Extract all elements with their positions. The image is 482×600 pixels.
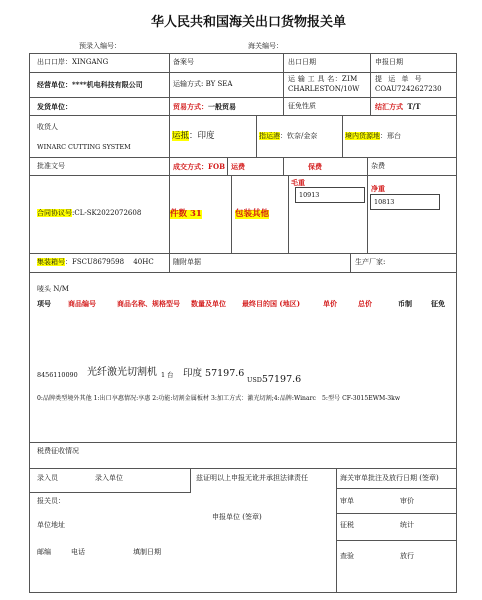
- approval-number: 批准文号: [37, 162, 65, 170]
- col-unit-price: 单价: [323, 299, 337, 308]
- domestic-source: [345, 133, 401, 140]
- item-destination: 印度 57197.6: [183, 368, 245, 379]
- item-total-currency: USD: [247, 376, 262, 384]
- settlement-label: 结汇方式: [375, 102, 403, 111]
- net-weight-value: 10813: [374, 198, 395, 206]
- destination-port-label: 指运港: [259, 132, 280, 140]
- contract-number: [37, 210, 141, 217]
- review: 审单: [340, 497, 354, 505]
- col-destination: 最终目的国 (地区): [242, 299, 301, 308]
- destination-port: [259, 133, 317, 140]
- consignee-name: WINARC CUTTING SYSTEM: [37, 143, 131, 151]
- export-date: 出口日期: [288, 58, 316, 66]
- inspection: 查验: [340, 552, 354, 560]
- item-hs-code: 8456110090: [37, 371, 78, 379]
- gross-weight-value: 10913: [299, 191, 320, 199]
- package-count: 件数 31: [170, 209, 202, 219]
- vessel-name: CHARLESTON/10W: [288, 85, 360, 93]
- settlement-value: T/T: [407, 102, 421, 111]
- form-title: 华人民共和国海关出口货物报关单: [151, 15, 347, 30]
- declaration-statement: 兹证明以上申报无讹并承担法律责任: [196, 474, 308, 482]
- shipping-marks: 唛头 N/M: [37, 285, 69, 293]
- bill-of-lading-label: 提 运 单 号: [375, 75, 424, 83]
- vessel-label: 运 输 工 具 名：ZIM: [288, 75, 358, 83]
- tax-levy: 征税: [340, 521, 354, 529]
- tax-status: 税费征收情况: [37, 447, 79, 455]
- domestic-source-value: ：邢台: [380, 132, 401, 140]
- deal-mode: 成交方式：FOB: [173, 162, 225, 171]
- insurance: 保费: [308, 162, 322, 171]
- entry-unit: 录入单位: [95, 474, 123, 482]
- declaring-unit-seal: 申报单位 (签章): [212, 513, 262, 521]
- price-review: 审价: [400, 497, 414, 505]
- declare-date: 申报日期: [375, 58, 403, 66]
- destination-country: [172, 132, 215, 141]
- container-value: ：FSCU8679598 40HC: [65, 258, 154, 266]
- item-name: 光纤激光切割机: [87, 367, 157, 378]
- manufacturer: 生产厂家:: [355, 258, 386, 266]
- customs-number-label: 海关编号：: [248, 42, 283, 50]
- container-label: 集装箱号: [37, 258, 65, 266]
- col-total-price: 总价: [358, 299, 372, 308]
- col-quantity-unit: 数量及单位: [191, 299, 226, 308]
- gross-weight-label: 毛重: [291, 178, 305, 187]
- container-number: [37, 259, 154, 266]
- item-total-value: 57197.6: [261, 374, 302, 385]
- phone: 电话: [71, 548, 85, 556]
- col-exemption: 征免: [431, 299, 445, 308]
- item-quantity: 1 台: [161, 371, 174, 379]
- consignee-label: 收货人: [37, 123, 58, 131]
- domestic-source-label: 境内货源地: [345, 132, 380, 140]
- item-total-price: [247, 369, 301, 385]
- filing-number: 备案号: [173, 58, 194, 66]
- consignor-unit: 发货单位：: [37, 102, 72, 111]
- bill-of-lading-number: COAU7242627230: [375, 85, 442, 93]
- release: 放行: [400, 552, 414, 560]
- fill-date: 填制日期: [133, 548, 161, 556]
- exit-port: 出口口岸：XINGANG: [37, 58, 109, 66]
- trade-mode-label: 贸易方式：: [173, 102, 208, 111]
- settlement-mode: [375, 103, 420, 111]
- transport-mode: 运输方式: BY SEA: [173, 80, 233, 88]
- contract-value: :CL-SK2022072608: [72, 209, 142, 217]
- destination-country-label: 运抵: [172, 131, 190, 141]
- item-spec-elements: 0:品牌类型境外其他 1:出口享惠情况:享惠 2:功能:切割金属板材 3:加工方式：激光切割;4:品牌:Winarc 5:型号 CF-3015EWM-3kw: [37, 395, 401, 402]
- pre-entry-number-label: 预录入编号：: [79, 42, 121, 50]
- customs-remarks: 海关审单批注及放行日期 (签章): [340, 474, 439, 482]
- declarant: 报关员：: [37, 497, 65, 505]
- trade-mode-value: 一般贸易: [208, 102, 236, 111]
- contract-label: 合同协议号: [37, 209, 72, 217]
- attached-documents: 随附单据: [173, 258, 201, 266]
- misc-fees: 杂费: [371, 162, 385, 170]
- destination-port-value: ：钦奈/金奈: [280, 132, 318, 140]
- trade-mode: [173, 103, 236, 111]
- net-weight-label: 净重: [371, 184, 385, 193]
- col-currency: 币制: [398, 299, 412, 308]
- statistics: 统计: [400, 521, 414, 529]
- entry-clerk: 录入员: [37, 474, 58, 482]
- operating-unit: 经营单位：****机电科技有限公司: [37, 80, 143, 89]
- tax-nature: 征免性质: [288, 102, 316, 110]
- col-name-spec: 商品名称、规格型号: [117, 299, 180, 308]
- postcode: 邮编: [37, 548, 51, 556]
- unit-address: 单位地址: [37, 521, 65, 529]
- col-hs-code: 商品编号: [68, 299, 96, 308]
- col-item-number: 项号: [37, 299, 51, 308]
- freight: 运费: [231, 162, 245, 171]
- destination-country-value: ：印度: [189, 131, 215, 141]
- packing-type: 包装其他: [235, 209, 270, 219]
